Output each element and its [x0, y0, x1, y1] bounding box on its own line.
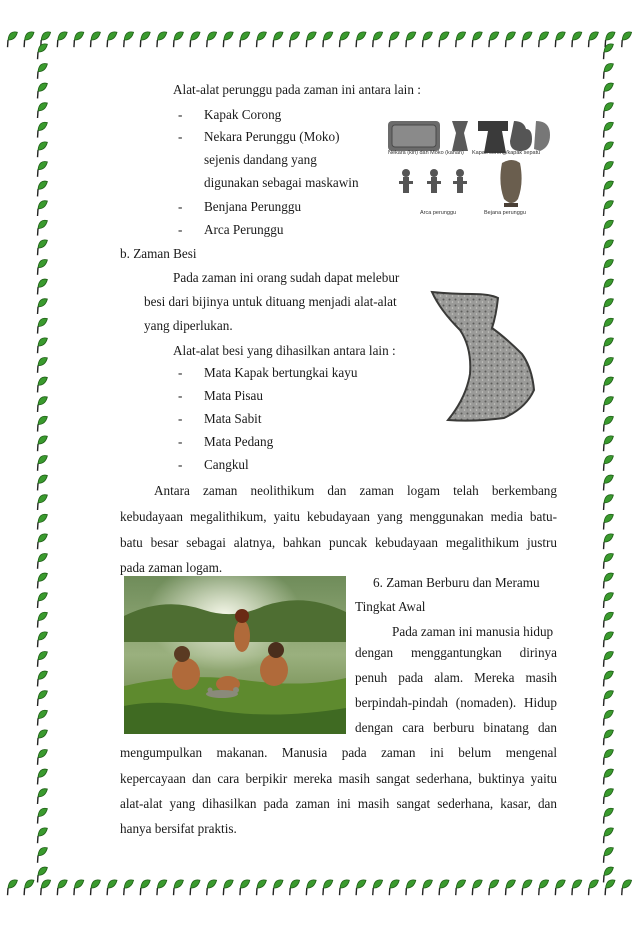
section6-line: hanya bersifat praktis. [120, 821, 237, 836]
border-leaf-icon [550, 30, 569, 47]
border-leaf-icon [32, 552, 51, 569]
border-leaf-icon [318, 878, 337, 895]
border-leaf-icon [268, 878, 287, 895]
border-leaf-icon [598, 493, 617, 510]
section6-line: dengan menggantungkan dirinya [355, 645, 557, 660]
border-leaf-icon [251, 30, 270, 47]
border-leaf-icon [467, 30, 486, 47]
section6-line: mengumpulkan makanan. Manusia pada zaman ini belum mengenal [120, 745, 557, 760]
border-leaf-icon [32, 258, 51, 275]
iron-para-line: Pada zaman ini orang sudah dapat melebur [173, 270, 400, 285]
border-leaf-icon [201, 30, 220, 47]
section6-line: penuh pada alam. Mereka masih [355, 670, 557, 685]
border-leaf-icon [598, 748, 617, 765]
border-leaf-icon [32, 179, 51, 196]
border-leaf-icon [351, 30, 370, 47]
border-leaf-icon [567, 30, 586, 47]
bronze-item: - Arca Perunggu [178, 222, 284, 237]
iron-item: - Mata Pedang [178, 434, 274, 449]
bronze-artifacts-image [386, 117, 554, 223]
iron-para-line: besi dari bijinya untuk dituang menjadi alat-alat [144, 294, 397, 309]
border-leaf-icon [32, 826, 51, 843]
border-leaf-icon [598, 669, 617, 686]
border-leaf-icon [32, 336, 51, 353]
border-leaf-icon [401, 878, 420, 895]
border-leaf-icon [118, 878, 137, 895]
iron-item: - Mata Pisau [178, 388, 263, 403]
border-leaf-icon [32, 160, 51, 177]
bronze-item-cont: digunakan sebagai maskawin [204, 175, 359, 190]
border-bottom [0, 872, 638, 900]
border-leaf-icon [32, 42, 51, 59]
border-leaf-icon [484, 30, 503, 47]
border-leaf-icon [434, 30, 453, 47]
border-leaf-icon [32, 356, 51, 373]
border-leaf-icon [268, 30, 287, 47]
border-leaf-icon [32, 689, 51, 706]
iron-item: - Mata Sabit [178, 411, 262, 426]
border-leaf-icon [550, 878, 569, 895]
iron-para-line: yang diperlukan. [144, 318, 233, 333]
border-leaf-icon [135, 30, 154, 47]
border-leaf-icon [598, 846, 617, 863]
border-leaf-icon [598, 591, 617, 608]
border-leaf-icon [598, 218, 617, 235]
border-leaf-icon [598, 395, 617, 412]
border-leaf-icon [2, 30, 21, 47]
border-leaf-icon [598, 826, 617, 843]
border-leaf-icon [284, 30, 303, 47]
border-leaf-icon [32, 277, 51, 294]
border-leaf-icon [235, 30, 254, 47]
border-leaf-icon [598, 571, 617, 588]
border-leaf-icon [598, 140, 617, 157]
bronze-item: - Kapak Corong [178, 107, 282, 122]
border-leaf-icon [598, 238, 617, 255]
bronze-intro: Alat-alat perunggu pada zaman ini antara lain : [173, 82, 421, 97]
border-leaf-icon [201, 878, 220, 895]
border-leaf-icon [351, 878, 370, 895]
border-leaf-icon [32, 865, 51, 882]
border-leaf-icon [318, 30, 337, 47]
border-leaf-icon [32, 375, 51, 392]
border-leaf-icon [32, 454, 51, 471]
border-leaf-icon [598, 552, 617, 569]
border-leaf-icon [85, 30, 104, 47]
border-leaf-icon [598, 160, 617, 177]
border-leaf-icon [32, 140, 51, 157]
border-leaf-icon [32, 414, 51, 431]
border-leaf-icon [32, 571, 51, 588]
border-leaf-icon [517, 878, 536, 895]
border-leaf-icon [598, 473, 617, 490]
border-leaf-icon [118, 30, 137, 47]
megalith-line: kebudayaan megalithikum, yaitu kebudayaan yang menggunakan media batu- [120, 509, 557, 524]
border-leaf-icon [598, 101, 617, 118]
bronze-item-cont: sejenis dandang yang [204, 152, 317, 167]
caption-kapak: Kapak corong/kapak sepatu [472, 150, 541, 156]
border-leaf-icon [2, 878, 21, 895]
border-leaf-icon [69, 878, 88, 895]
border-leaf-icon [598, 179, 617, 196]
border-leaf-icon [32, 767, 51, 784]
border-leaf-icon [32, 591, 51, 608]
border-leaf-icon [500, 30, 519, 47]
border-leaf-icon [185, 30, 204, 47]
border-leaf-icon [32, 532, 51, 549]
diorama-drawing [124, 576, 346, 734]
iron-item: - Mata Kapak bertungkai kayu [178, 365, 358, 380]
border-leaf-icon [616, 30, 635, 47]
border-leaf-icon [32, 708, 51, 725]
border-leaf-icon [598, 630, 617, 647]
iron-heading: b. Zaman Besi [120, 246, 197, 261]
border-leaf-icon [32, 101, 51, 118]
border-leaf-icon [598, 336, 617, 353]
border-leaf-icon [598, 512, 617, 529]
caption-bejana: Bejana perunggu [484, 210, 526, 216]
border-leaf-icon [218, 878, 237, 895]
border-leaf-icon [69, 30, 88, 47]
border-leaf-icon [52, 878, 71, 895]
iron-intro: Alat-alat besi yang dihasilkan antara lain : [173, 343, 396, 358]
border-leaf-icon [152, 30, 171, 47]
border-leaf-icon [598, 434, 617, 451]
section6-heading: 6. Zaman Berburu dan Meramu [373, 575, 540, 590]
border-leaf-icon [32, 493, 51, 510]
border-leaf-icon [301, 878, 320, 895]
caption-arca: Arca perunggu [420, 210, 457, 216]
prehistoric-diorama-image [124, 576, 346, 734]
border-leaf-icon [32, 650, 51, 667]
border-leaf-icon [598, 356, 617, 373]
border-leaf-icon [598, 258, 617, 275]
border-leaf-icon [598, 199, 617, 216]
border-leaf-icon [598, 708, 617, 725]
border-leaf-icon [598, 806, 617, 823]
border-leaf-icon [32, 316, 51, 333]
border-leaf-icon [102, 878, 121, 895]
border-leaf-icon [598, 689, 617, 706]
megalith-line: Antara zaman neolithikum dan zaman logam telah berkembang [154, 483, 557, 498]
border-leaf-icon [168, 878, 187, 895]
border-leaf-icon [484, 878, 503, 895]
border-leaf-icon [567, 878, 586, 895]
border-leaf-icon [598, 767, 617, 784]
iron-item: - Cangkul [178, 457, 249, 472]
border-leaf-icon [284, 878, 303, 895]
section6-line: dengan cara berburu binatang dan [355, 720, 557, 735]
border-leaf-icon [598, 316, 617, 333]
border-leaf-icon [32, 120, 51, 137]
border-leaf-icon [301, 30, 320, 47]
border-leaf-icon [334, 878, 353, 895]
bronze-artifacts-drawing [386, 117, 554, 223]
border-leaf-icon [32, 610, 51, 627]
border-leaf-icon [32, 199, 51, 216]
border-leaf-icon [32, 434, 51, 451]
border-leaf-icon [517, 30, 536, 47]
border-leaf-icon [598, 787, 617, 804]
border-right [592, 0, 618, 925]
border-leaf-icon [32, 62, 51, 79]
border-leaf-icon [598, 120, 617, 137]
border-leaf-icon [598, 532, 617, 549]
border-leaf-icon [417, 878, 436, 895]
border-leaf-icon [185, 878, 204, 895]
border-leaf-icon [598, 650, 617, 667]
border-leaf-icon [598, 610, 617, 627]
caption-nekara: Nekara (kiri) dan Moko (kanan) [388, 150, 464, 156]
border-leaf-icon [102, 30, 121, 47]
border-leaf-icon [598, 62, 617, 79]
border-leaf-icon [334, 30, 353, 47]
border-leaf-icon [401, 30, 420, 47]
border-leaf-icon [598, 375, 617, 392]
border-leaf-icon [32, 728, 51, 745]
bronze-item: - Nekara Perunggu (Moko) [178, 129, 340, 144]
border-leaf-icon [32, 846, 51, 863]
border-leaf-icon [450, 878, 469, 895]
border-leaf-icon [533, 30, 552, 47]
border-leaf-icon [32, 630, 51, 647]
section6-line: alat-alat yang dihasilkan pada zaman ini masih sangat sederhana, kasar, dan [120, 796, 557, 811]
border-leaf-icon [32, 395, 51, 412]
section6-line: kepercayaan dan cara berpikir mereka masih sangat sederhana, buktinya yaitu [120, 771, 557, 786]
border-leaf-icon [152, 878, 171, 895]
border-leaf-icon [598, 42, 617, 59]
iron-axe-drawing [418, 286, 548, 424]
border-leaf-icon [598, 277, 617, 294]
border-leaf-icon [598, 297, 617, 314]
border-leaf-icon [450, 30, 469, 47]
border-leaf-icon [467, 878, 486, 895]
border-leaf-icon [52, 30, 71, 47]
border-leaf-icon [251, 878, 270, 895]
border-leaf-icon [598, 81, 617, 98]
section6-line: Pada zaman ini manusia hidup [392, 624, 554, 639]
border-leaf-icon [616, 878, 635, 895]
border-leaf-icon [168, 30, 187, 47]
border-leaf-icon [598, 414, 617, 431]
megalith-line: batu besar sebagai alatnya, bahkan puncak kebudayaan megalithikum justru [120, 535, 557, 550]
border-leaf-icon [533, 878, 552, 895]
border-leaf-icon [598, 728, 617, 745]
border-leaf-icon [235, 878, 254, 895]
border-top [0, 24, 638, 52]
border-leaf-icon [32, 806, 51, 823]
border-leaf-icon [598, 454, 617, 471]
border-leaf-icon [32, 297, 51, 314]
section6-heading: Tingkat Awal [355, 599, 426, 614]
border-leaf-icon [85, 878, 104, 895]
border-leaf-icon [598, 865, 617, 882]
section6-line: berpindah-pindah (nomaden). Hidup [355, 695, 557, 710]
border-leaf-icon [32, 787, 51, 804]
border-leaf-icon [434, 878, 453, 895]
border-leaf-icon [384, 878, 403, 895]
border-leaf-icon [32, 218, 51, 235]
iron-axe-image [418, 286, 548, 424]
border-leaf-icon [32, 238, 51, 255]
border-leaf-icon [32, 512, 51, 529]
border-leaf-icon [367, 878, 386, 895]
border-leaf-icon [417, 30, 436, 47]
border-leaf-icon [384, 30, 403, 47]
border-leaf-icon [32, 748, 51, 765]
megalith-line: pada zaman logam. [120, 560, 223, 575]
border-leaf-icon [135, 878, 154, 895]
border-leaf-icon [32, 473, 51, 490]
border-leaf-icon [367, 30, 386, 47]
border-leaf-icon [32, 81, 51, 98]
border-left [28, 0, 54, 925]
border-leaf-icon [32, 669, 51, 686]
border-leaf-icon [218, 30, 237, 47]
bronze-item: - Benjana Perunggu [178, 199, 302, 214]
border-leaf-icon [500, 878, 519, 895]
